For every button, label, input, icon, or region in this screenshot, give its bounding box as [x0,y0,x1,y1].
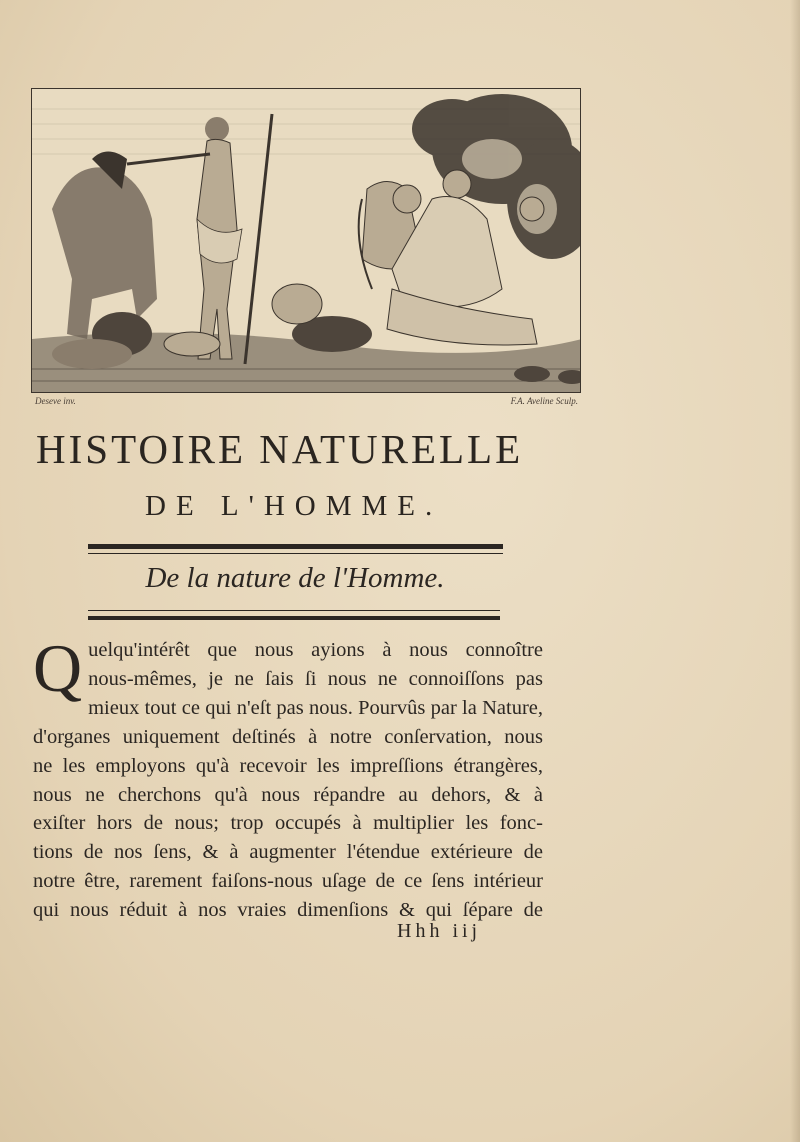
signature-mark: Hhh iij [397,920,482,942]
body-line: qui nous réduit à nos vraies dimenſions & qui ſépare de [33,899,543,922]
body-line: ne les employons qu'à recevoir les impreſſions étrangères, [33,754,543,777]
section-title: De la nature de l'Homme. [145,562,445,594]
body-line: tions de nos ſens, & à augmenter l'étendue extérieure de [33,841,543,864]
divider-thin [88,610,500,611]
page-title: HISTOIRE NATURELLE [36,426,524,472]
engraving-illustration [32,89,581,393]
body-line: notre être, rarement faiſons-nous uſage de ce ſens intérieur [33,870,543,893]
engraving-credit-engraver: F.A. Aveline Sculp. [510,396,578,406]
body-line: nous-mêmes, je ne ſais ſi nous ne connoiſſons pas [88,667,543,690]
page-subtitle: DE L'HOMME. [145,490,443,522]
divider-thick [88,544,503,549]
divider-thick [88,616,500,620]
body-line: exiſter hors de nous; trop occupés à multiplier les fonc- [33,812,543,835]
body-line: nous ne cherchons qu'à nous répandre au dehors, & à [33,783,543,806]
body-line: mieux tout ce qui n'eſt pas nous. Pourvûs par la Nature, [88,696,543,719]
body-paragraph [33,630,543,925]
body-line: uelqu'intérêt que nous ayions à nous connoître [88,639,543,661]
page-edge [790,0,800,1142]
body-line: d'organes uniquement deſtinés à notre conſervation, nous [33,725,543,748]
divider-thin [88,553,503,554]
frontispiece-engraving [31,88,581,393]
drop-cap: Q [33,630,83,706]
engraving-credit-designer: Deseve inv. [35,396,76,406]
